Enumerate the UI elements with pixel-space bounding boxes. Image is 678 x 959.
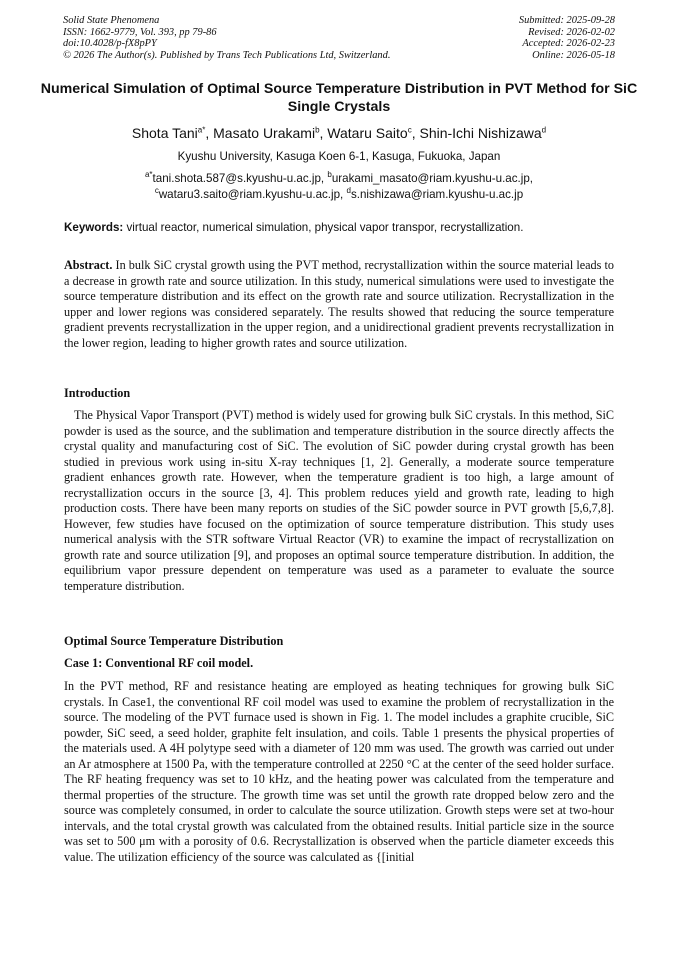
email-address[interactable]: s.nishizawa@riam.kyushu-u.ac.jp: [350, 188, 524, 201]
author-separator: ,: [319, 125, 328, 141]
email-address[interactable]: tani.shota.587@s.kyushu-u.ac.jp,: [152, 172, 328, 185]
author-name: Wataru Saito: [327, 125, 408, 141]
author-name: Shota Tani: [131, 125, 198, 141]
keywords: [64, 221, 614, 235]
section-heading-introduction: Introduction: [64, 386, 131, 400]
email-superscript: c: [154, 186, 159, 196]
abstract-label: Abstract.: [64, 258, 113, 272]
section-heading-optimal-source: Optimal Source Temperature Distribution: [64, 634, 284, 648]
author-list: [30, 124, 648, 142]
email-address[interactable]: wataru3.saito@riam.kyushu-u.ac.jp,: [158, 188, 347, 201]
author-name: Shin-Ichi Nishizawa: [419, 125, 542, 141]
email-superscript: a*: [144, 170, 153, 180]
journal-info: [63, 15, 390, 61]
abstract-text: In bulk SiC crystal growth using the PVT method, recrystallization within the source material leads to a decrease in growth rate and source utilization. In this study, numerical simulations were used to investigate the source temperature distribution and its effect on the growth rate and source utilization. Recrystallization in the upper and lower regions was considered separately. The results showed that reducing the source temperature gradient prevents recrystallization in the upper region, and a unidirectional gradient prevents recrystallization in the lower region, leading to higher growth rates and source utilization.: [64, 258, 614, 350]
author-superscript: a*: [197, 125, 206, 135]
author-separator: ,: [411, 125, 420, 141]
email-superscript: d: [346, 186, 351, 196]
date-online: Online: 2026-05-18: [532, 49, 615, 61]
journal-issn: ISSN: 1662-9779, Vol. 393, pp 79-86: [63, 26, 217, 38]
keywords-label: Keywords:: [64, 221, 124, 234]
author-separator: ,: [205, 125, 214, 141]
email-line: [30, 171, 648, 187]
author-superscript: d: [541, 125, 547, 135]
journal-doi[interactable]: doi:10.4028/p-fX8pPY: [63, 38, 157, 50]
journal-name: Solid State Phenomena: [63, 15, 160, 26]
publication-dates: [519, 15, 615, 61]
author-superscript: c: [407, 125, 412, 135]
journal-copyright: © 2026 The Author(s). Published by Trans Tech Publications Ltd, Switzerland.: [63, 49, 391, 61]
email-superscript: b: [327, 170, 332, 180]
keywords-text: virtual reactor, numerical simulation, physical vapor transpor, recrystallization.: [123, 221, 524, 234]
author-superscript: b: [315, 125, 320, 135]
subsection-heading-case1: Case 1: Conventional RF coil model.: [64, 656, 254, 670]
email-list: [30, 171, 648, 203]
affiliation: Kyushu University, Kasuga Koen 6-1, Kasuga, Fukuoka, Japan: [177, 150, 501, 163]
abstract: [64, 258, 614, 351]
email-address[interactable]: urakami_masato@riam.kyushu-u.ac.jp,: [331, 172, 534, 185]
case1-paragraph: In the PVT method, RF and resistance heating are employed as heating techniques for growing bulk SiC crystals. In Case1, the conventional RF coil model was used to examine the problem of recrystallization in the source. The modeling of the PVT furnace used is shown in Fig. 1. The model includes a graphite crucible, SiC powder, SiC seed, a seed holder, graphite felt insulation, and coils. Table 1 presents the physical properties of the materials used. A 4H polytype seed with a diameter of 120 mm was used. The growth was carried out under an Ar atmosphere at 1500 Pa, with the temperature controlled at 2250 °C at the center of the seed holder surface. The RF heating frequency was set to 10 kHz, and the heating power was calculated from the temperature and thermal properties of the structure. The growth time was set until the growth rate dropped below zero and the source was completely consumed, in order to calculate the source utilization. Growth steps were set at two-hour intervals, and the total crystal growth was calculated from the obtained results. Initial particle size in the source was set to 500 μm with a porosity of 0.6. Recrystallization is observed when the particle diameter exceeds this value. The utilization efficiency of the source was calculated as {[initial: [64, 679, 614, 864]
date-accepted: Accepted: 2026-02-23: [522, 38, 615, 50]
date-submitted: Submitted: 2025-09-28: [518, 15, 615, 26]
paper-title: Numerical Simulation of Optimal Source Temperature Distribution in PVT Method for SiC Single Crystals: [40, 81, 638, 115]
date-revised: Revised: 2026-02-02: [528, 26, 615, 38]
author-name: Masato Urakami: [213, 125, 316, 141]
email-line: [30, 187, 648, 203]
introduction-paragraph: The Physical Vapor Transport (PVT) method is widely used for growing bulk SiC crystals. In this method, SiC powder is used as the source, and the sublimation and temperature distribution in the source directly affects the crystal quality and manufacturing cost of SiC. The evolution of SiC powder during crystal growth has been studied in previous work using in-situ X-ray techniques [1, 2]. Generally, a moderate source temperature gradient enhances growth rate. However, when the temperature gradient is too high, a large amount of recrystallization occurs in the source [3, 4]. This problem reduces yield and growth rate, leading to high production costs. There have been many reports on studies of the SiC powder source in PVT growth [5,6,7,8]. However, few studies have focused on the optimization of source temperature distribution. This study uses numerical analysis with the STR software Virtual Reactor (VR) to examine the impact of recrystallization on growth rate and source utilization [9], and proposes an optimal source temperature distribution. In addition, the equilibrium vapor pressure dependent on temperature was used as a parameter to evaluate the source temperature distribution.: [64, 408, 614, 593]
